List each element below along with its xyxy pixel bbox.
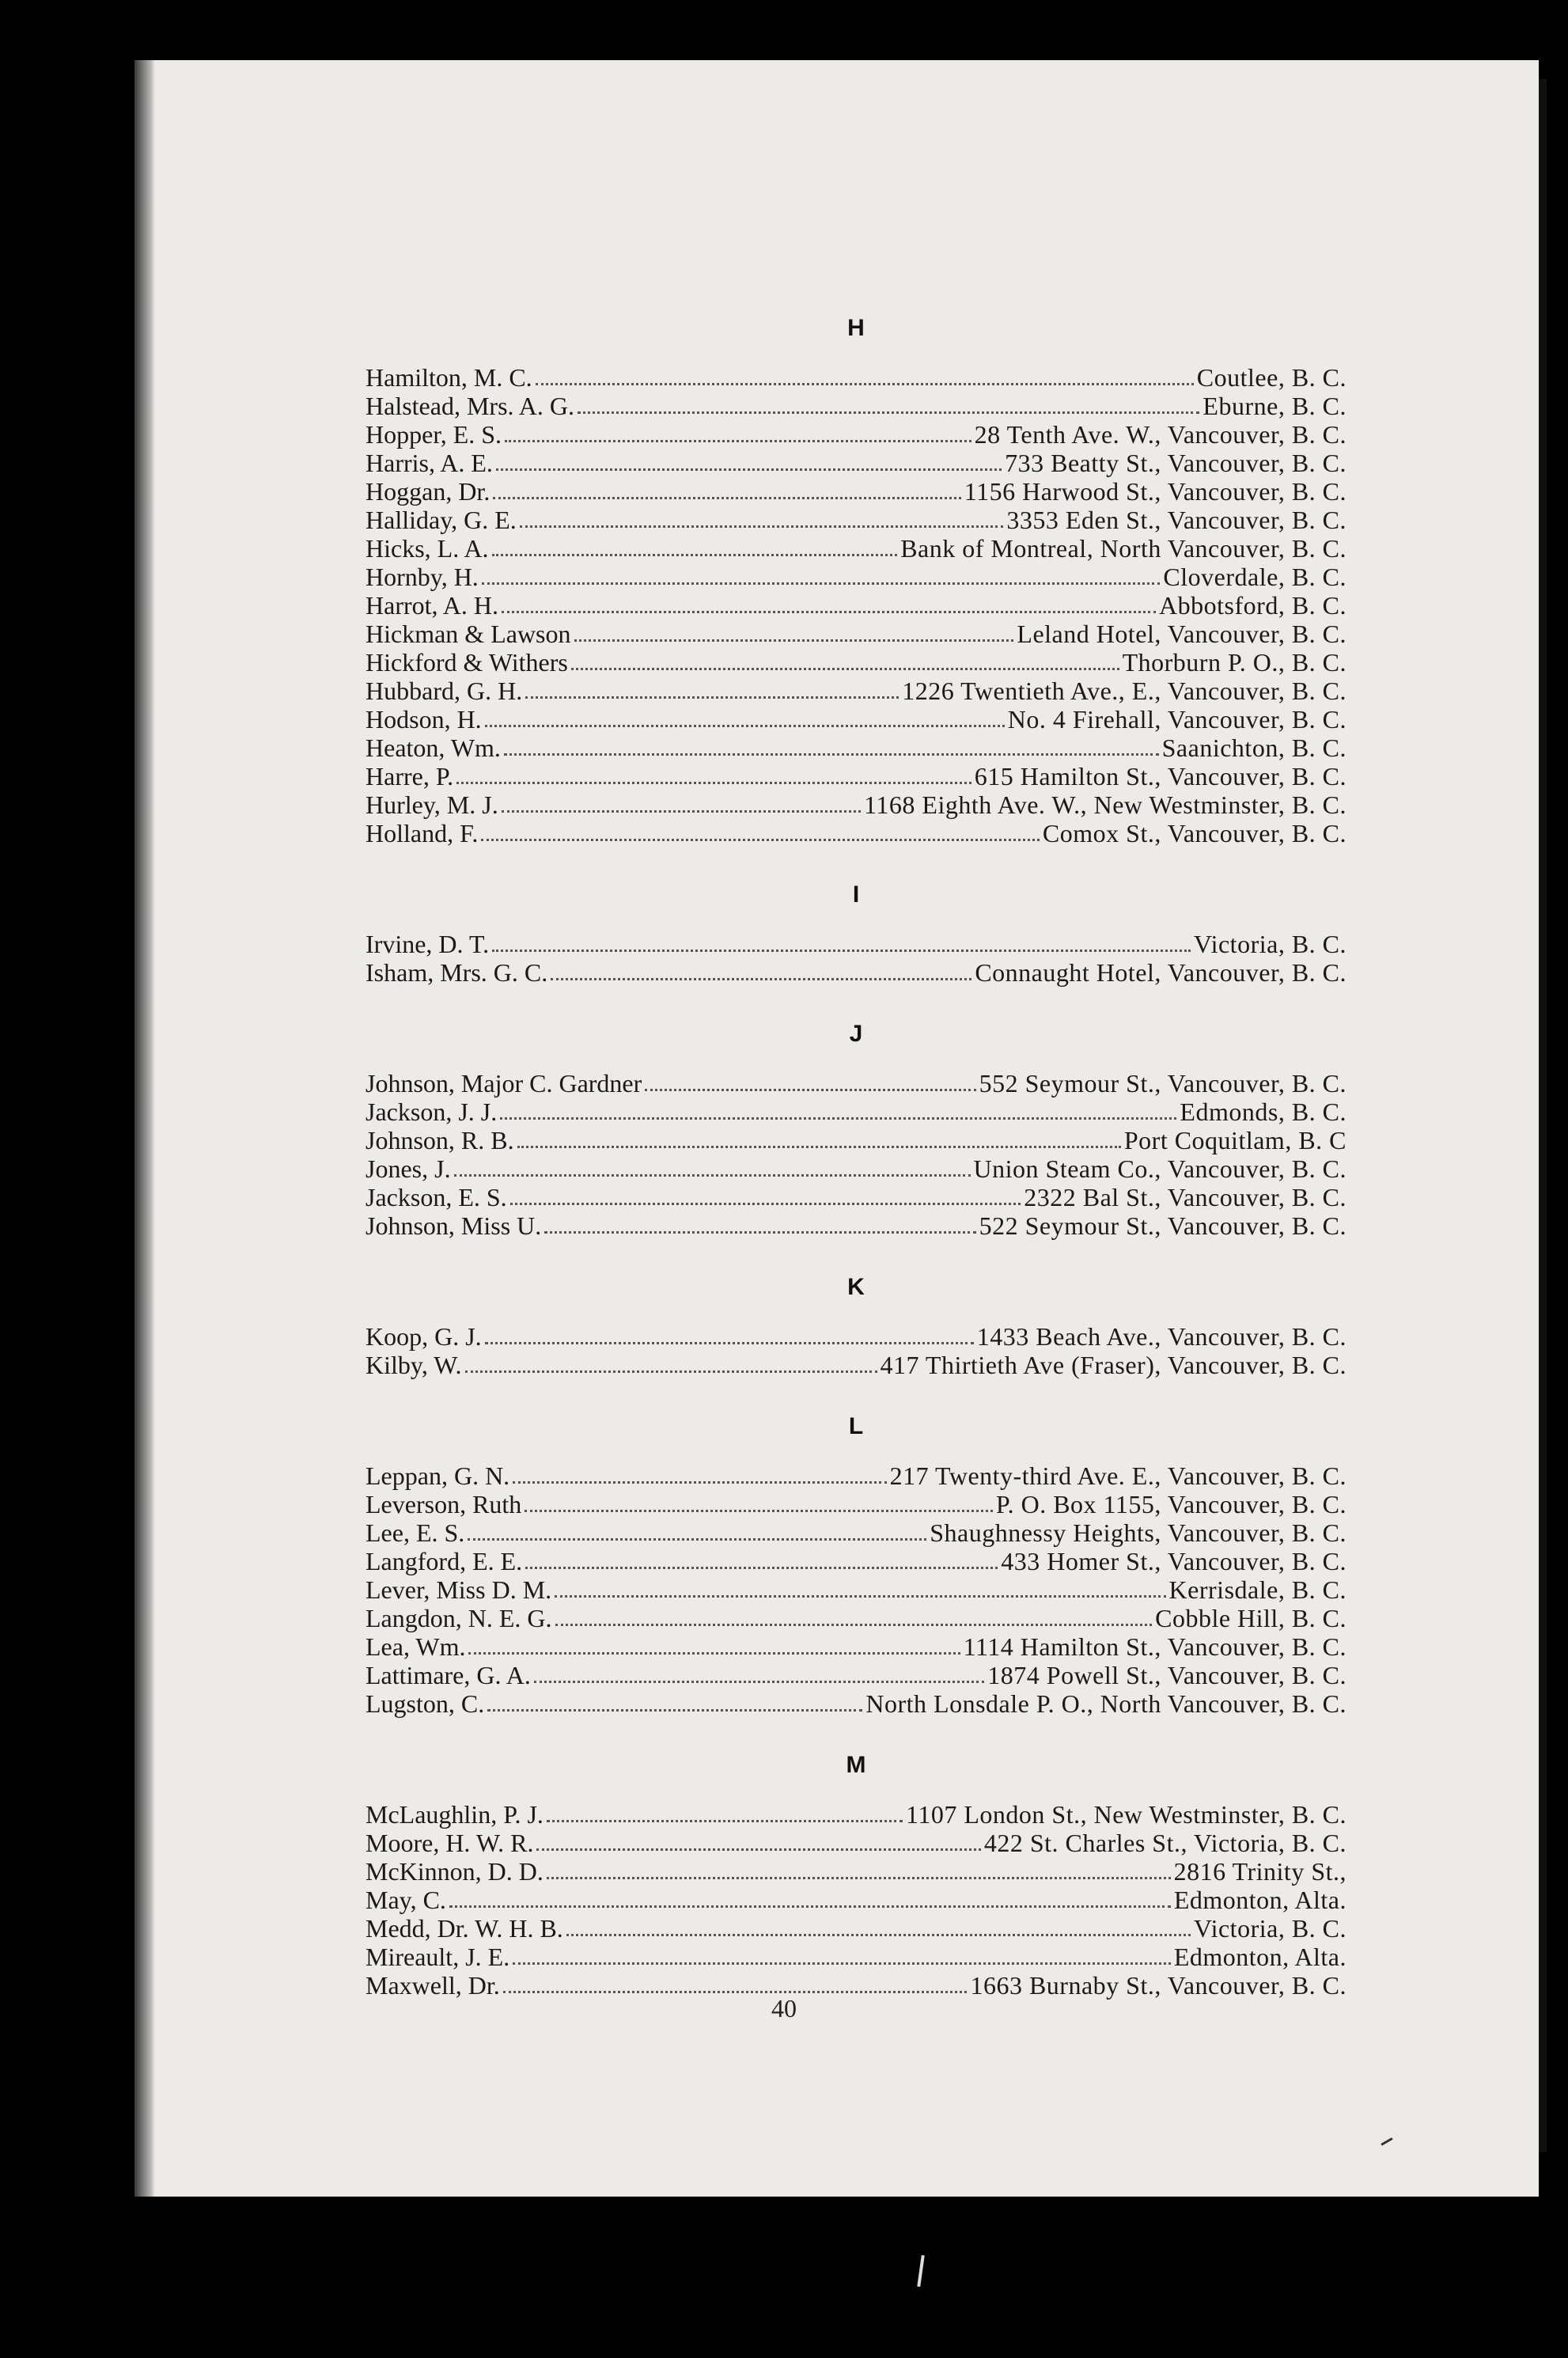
- section-m: [365, 1750, 1346, 2000]
- section-l: [365, 1411, 1346, 1718]
- dot-leader: [485, 1342, 974, 1344]
- entry-name: Jones, J.: [365, 1154, 451, 1183]
- entry-address: 422 St. Charles St., Victoria, B. C.: [983, 1829, 1346, 1857]
- directory-entry: [365, 1461, 1346, 1490]
- dot-leader: [551, 978, 971, 980]
- dot-leader: [481, 839, 1040, 841]
- entry-name: Langford, E. E.: [365, 1547, 523, 1575]
- entry-name: Johnson, Major C. Gardner: [365, 1069, 642, 1097]
- directory-entry: [365, 1661, 1346, 1689]
- dot-leader: [513, 1962, 1171, 1965]
- dot-leader: [571, 668, 1119, 670]
- entry-address: Eburne, B. C.: [1203, 392, 1346, 420]
- directory-entry: [365, 1097, 1346, 1126]
- dot-leader: [449, 1905, 1171, 1908]
- section-h: [365, 313, 1346, 847]
- entry-address: Cobble Hill, B. C.: [1155, 1604, 1346, 1632]
- dot-leader: [544, 1231, 975, 1234]
- directory-entry: [365, 1518, 1346, 1547]
- entry-name: McKinnon, D. D.: [365, 1857, 543, 1886]
- book-spine: [134, 60, 155, 2197]
- entry-name: Lever, Miss D. M.: [365, 1575, 552, 1604]
- directory-entry: [365, 420, 1346, 449]
- dot-leader: [492, 950, 1191, 952]
- entry-name: Leppan, G. N.: [365, 1461, 510, 1490]
- entry-name: Kilby, W.: [365, 1351, 462, 1379]
- entry-name: Hurley, M. J.: [365, 790, 498, 819]
- entry-name: Holland, F.: [365, 819, 479, 847]
- directory-entry: [365, 1351, 1346, 1379]
- entry-address: Connaught Hotel, Vancouver, B. C.: [975, 958, 1346, 987]
- section-letter: M: [846, 1752, 866, 1778]
- dot-leader: [496, 468, 1002, 471]
- directory-entry: [365, 1800, 1346, 1829]
- section-letter: I: [852, 881, 860, 908]
- entry-name: Harre, P.: [365, 762, 454, 790]
- directory-entry: [365, 1126, 1346, 1154]
- entry-name: Harris, A. E.: [365, 449, 493, 477]
- directory-entry: [365, 1943, 1346, 1971]
- entry-address: Port Coquitlam, B. C: [1123, 1126, 1346, 1154]
- dot-leader: [502, 810, 861, 813]
- entry-name: Hornby, H.: [365, 563, 479, 591]
- entry-name: Hodson, H.: [365, 705, 482, 734]
- directory-entry: [365, 958, 1346, 987]
- dot-leader: [525, 1567, 998, 1569]
- entry-name: Mireault, J. E.: [365, 1943, 510, 1971]
- entry-name: May, C.: [365, 1886, 446, 1914]
- entry-name: Lattimare, G. A.: [365, 1661, 531, 1689]
- section-letter: L: [848, 1413, 864, 1439]
- entry-address: Cloverdale, B. C.: [1163, 563, 1346, 591]
- entry-name: Johnson, Miss U.: [365, 1211, 542, 1240]
- entry-address: 1226 Twentieth Ave., E., Vancouver, B. C.: [902, 677, 1346, 705]
- directory-entry: [365, 1857, 1346, 1886]
- directory-entry: [365, 506, 1346, 534]
- entry-address: 1433 Beach Ave., Vancouver, B. C.: [976, 1322, 1346, 1351]
- dot-leader: [520, 525, 1004, 528]
- dot-leader: [578, 411, 1199, 414]
- entry-address: 1663 Burnaby St., Vancouver, B. C.: [970, 1971, 1346, 2000]
- entry-name: Heaton, Wm.: [365, 734, 501, 762]
- entry-name: Hickman & Lawson: [365, 620, 571, 648]
- directory-entry: [365, 1490, 1346, 1518]
- dot-leader: [487, 1709, 862, 1712]
- directory-entry: [365, 1604, 1346, 1632]
- directory-entry: [365, 1829, 1346, 1857]
- entry-name: Hicks, L. A.: [365, 534, 489, 563]
- directory-entry: [365, 1547, 1346, 1575]
- entry-address: 733 Beatty St., Vancouver, B. C.: [1005, 449, 1346, 477]
- entry-address: 1874 Powell St., Vancouver, B. C.: [987, 1661, 1346, 1689]
- entry-address: Abbotsford, B. C.: [1159, 591, 1346, 620]
- entry-name: Hamilton, M. C.: [365, 363, 532, 392]
- directory-entry: [365, 1632, 1346, 1661]
- entry-name: Hubbard, G. H.: [365, 677, 523, 705]
- directory-entry: [365, 1914, 1346, 1943]
- entry-address: Comox St., Vancouver, B. C.: [1042, 819, 1346, 847]
- dot-leader: [555, 1595, 1165, 1598]
- entry-name: Jackson, E. S.: [365, 1183, 507, 1211]
- directory-entry: [365, 477, 1346, 506]
- directory-entry: [365, 819, 1346, 847]
- dot-leader: [482, 582, 1161, 585]
- entry-name: Koop, G. J.: [365, 1322, 482, 1351]
- entry-address: North Lonsdale P. O., North Vancouver, B. C.: [865, 1689, 1346, 1718]
- directory-entry: [365, 620, 1346, 648]
- directory-entry: [365, 363, 1346, 392]
- entry-address: 3353 Eden St., Vancouver, B. C.: [1006, 506, 1346, 534]
- entry-address: 2816 Trinity St.,: [1173, 1857, 1346, 1886]
- page-number: 40: [771, 1994, 797, 2022]
- entry-name: Hopper, E. S.: [365, 420, 502, 449]
- section-letter: H: [847, 315, 865, 341]
- dot-leader: [468, 1652, 960, 1655]
- entry-address: Kerrisdale, B. C.: [1168, 1575, 1346, 1604]
- dot-leader: [504, 753, 1159, 756]
- entry-address: 522 Seymour St., Vancouver, B. C.: [979, 1211, 1346, 1240]
- directory-entry: [365, 648, 1346, 677]
- directory-entry: [365, 1886, 1346, 1914]
- entry-address: Saanichton, B. C.: [1161, 734, 1346, 762]
- entry-name: Leverson, Ruth: [365, 1490, 522, 1518]
- directory-entry: [365, 790, 1346, 819]
- entry-name: Halliday, G. E.: [365, 506, 517, 534]
- dot-leader: [500, 1117, 1176, 1120]
- dot-leader: [513, 1481, 886, 1484]
- entry-address: P. O. Box 1155, Vancouver, B. C.: [995, 1490, 1346, 1518]
- entry-name: Maxwell, Dr.: [365, 1971, 500, 2000]
- dot-leader: [510, 1203, 1021, 1205]
- entry-address: Coutlee, B. C.: [1196, 363, 1346, 392]
- entry-name: Lea, Wm.: [365, 1632, 466, 1661]
- dot-leader: [555, 1624, 1153, 1626]
- dot-leader: [502, 611, 1156, 613]
- section-i: [365, 879, 1346, 987]
- dot-leader: [574, 639, 1014, 642]
- scan-mark: [917, 2255, 925, 2287]
- entry-address: 615 Hamilton St., Vancouver, B. C.: [974, 762, 1346, 790]
- dot-leader: [547, 1820, 903, 1822]
- dot-leader: [493, 497, 960, 499]
- entry-name: Moore, H. W. R.: [365, 1829, 534, 1857]
- entry-address: 552 Seymour St., Vancouver, B. C.: [979, 1069, 1346, 1097]
- entry-address: 433 Homer St., Vancouver, B. C.: [1001, 1547, 1346, 1575]
- entry-name: Harrot, A. H.: [365, 591, 498, 620]
- entry-name: Johnson, R. B.: [365, 1126, 514, 1154]
- dot-leader: [566, 1934, 1191, 1936]
- dot-leader: [503, 1991, 968, 1993]
- directory-entry: [365, 762, 1346, 790]
- entry-address: Edmonton, Alta.: [1173, 1886, 1346, 1914]
- entry-name: Lee, E. S.: [365, 1518, 465, 1547]
- entry-name: McLaughlin, P. J.: [365, 1800, 543, 1829]
- entry-address: Thorburn P. O., B. C.: [1122, 648, 1346, 677]
- directory-entry: [365, 563, 1346, 591]
- dot-leader: [645, 1089, 975, 1091]
- dot-leader: [492, 554, 898, 556]
- entry-address: 28 Tenth Ave. W., Vancouver, B. C.: [974, 420, 1346, 449]
- page-edge: [1539, 79, 1547, 2152]
- entry-address: 1156 Harwood St., Vancouver, B. C.: [964, 477, 1346, 506]
- dot-leader: [534, 1681, 984, 1683]
- entry-name: Langdon, N. E. G.: [365, 1604, 552, 1632]
- directory-entry: [365, 1211, 1346, 1240]
- entry-address: 1107 London St., New Westminster, B. C.: [906, 1800, 1346, 1829]
- dot-leader: [456, 782, 971, 784]
- section-j: [365, 1018, 1346, 1240]
- entry-address: 417 Thirtieth Ave (Fraser), Vancouver, B. C.: [880, 1351, 1346, 1379]
- entry-address: 2322 Bal St., Vancouver, B. C.: [1024, 1183, 1346, 1211]
- entry-name: Halstead, Mrs. A. G.: [365, 392, 574, 420]
- directory-entry: [365, 1154, 1346, 1183]
- entry-address: Edmonds, B. C.: [1180, 1097, 1346, 1126]
- entry-name: Lugston, C.: [365, 1689, 485, 1718]
- directory-entry: [365, 705, 1346, 734]
- section-letter: K: [847, 1274, 865, 1300]
- entry-name: Irvine, D. T.: [365, 930, 490, 958]
- entry-name: Jackson, J. J.: [365, 1097, 498, 1126]
- entry-address: 1114 Hamilton St., Vancouver, B. C.: [963, 1632, 1346, 1661]
- directory-entry: [365, 1575, 1346, 1604]
- dot-leader: [505, 440, 971, 442]
- directory-entry: [365, 734, 1346, 762]
- entry-address: Bank of Montreal, North Vancouver, B. C.: [900, 534, 1346, 563]
- entry-name: Hoggan, Dr.: [365, 477, 490, 506]
- entry-name: Isham, Mrs. G. C.: [365, 958, 548, 987]
- dot-leader: [485, 725, 1005, 727]
- entry-address: Leland Hotel, Vancouver, B. C.: [1017, 620, 1346, 648]
- directory-entry: [365, 591, 1346, 620]
- directory-entry: [365, 1183, 1346, 1211]
- dot-leader: [536, 1848, 980, 1851]
- entry-address: Shaughnessy Heights, Vancouver, B. C.: [930, 1518, 1346, 1547]
- entry-address: 1168 Eighth Ave. W., New Westminster, B. C.: [864, 790, 1346, 819]
- directory-entry: [365, 677, 1346, 705]
- directory-entry: [365, 534, 1346, 563]
- entry-address: 217 Twenty-third Ave. E., Vancouver, B. C.: [889, 1461, 1346, 1490]
- entry-address: Victoria, B. C.: [1193, 1914, 1346, 1943]
- dot-leader: [454, 1174, 971, 1177]
- dot-leader: [525, 1510, 993, 1512]
- entry-name: Medd, Dr. W. H. B.: [365, 1914, 563, 1943]
- dot-leader: [468, 1538, 926, 1541]
- dot-leader: [465, 1370, 877, 1373]
- dot-leader: [547, 1877, 1171, 1879]
- entry-address: No. 4 Firehall, Vancouver, B. C.: [1007, 705, 1346, 734]
- dot-leader: [525, 696, 899, 699]
- entry-address: Edmonton, Alta.: [1173, 1943, 1346, 1971]
- directory-entry: [365, 1689, 1346, 1718]
- entry-name: Hickford & Withers: [365, 648, 568, 677]
- directory-entry: [365, 392, 1346, 420]
- entry-address: Union Steam Co., Vancouver, B. C.: [973, 1154, 1346, 1183]
- dot-leader: [536, 383, 1194, 385]
- directory-entry: [365, 930, 1346, 958]
- entry-address: Victoria, B. C.: [1193, 930, 1346, 958]
- directory-listing: [365, 313, 1346, 2031]
- section-k: [365, 1272, 1346, 1379]
- directory-entry: [365, 1322, 1346, 1351]
- dot-leader: [517, 1146, 1121, 1148]
- directory-entry: [365, 449, 1346, 477]
- directory-entry: [365, 1069, 1346, 1097]
- section-letter: J: [849, 1021, 863, 1047]
